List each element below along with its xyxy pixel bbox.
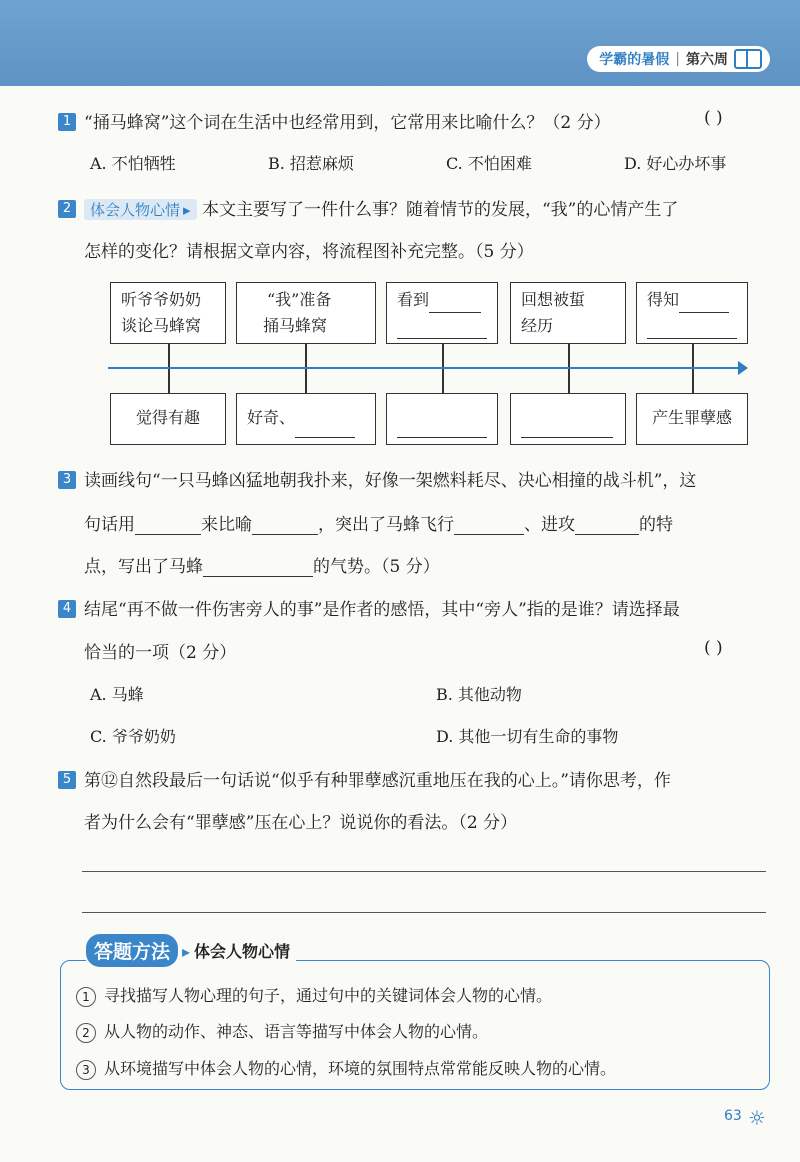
flow-timeline-arrow (108, 367, 744, 369)
question-number: 4 (58, 600, 76, 618)
q5-text-line1: 第⑫自然段最后一句话说“似乎有种罪孽感沉重地压在我的心上。”请你思考，作 (84, 771, 671, 791)
q3-text-line1: 读画线句“一只马蜂凶猛地朝我扑来，好像一架燃料耗尽、决心相撞的战斗机”，这 (84, 471, 697, 491)
answer-paren[interactable]: ( ) (704, 638, 723, 658)
question-number: 5 (58, 771, 76, 789)
fill-blank[interactable] (135, 514, 201, 535)
page-header-band (0, 0, 800, 86)
flow-box-top-5[interactable]: 得知 (636, 282, 748, 344)
q3-text-line3: 点，写出了马蜂 的气势。（5 分） (84, 557, 440, 577)
q2-text-line2: 怎样的变化？请根据文章内容，将流程图补充完整。（5 分） (84, 242, 534, 262)
q4-option-d[interactable]: D. 其他一切有生命的事物 (436, 727, 619, 746)
q5-text-line2: 者为什么会有“罪孽感”压在心上？说说你的看法。（2 分） (84, 813, 518, 833)
sun-icon: ☼ (748, 1106, 766, 1130)
question-number: 2 (58, 200, 76, 218)
flow-box-bottom-4[interactable] (510, 393, 626, 445)
q4-option-a[interactable]: A. 马蜂 (90, 685, 144, 704)
flow-box-top-1: 听爷爷奶奶 谈论马蜂窝 (110, 282, 226, 344)
header-brand: 学霸的暑假 (599, 52, 670, 68)
q1-option-a[interactable]: A. 不怕牺牲 (90, 154, 176, 173)
header-tag (587, 46, 770, 72)
q1-option-d[interactable]: D. 好心办坏事 (624, 154, 727, 173)
answer-paren[interactable]: ( ) (704, 108, 723, 128)
answer-line[interactable] (82, 871, 766, 872)
skill-chip: 体会人物心情 ▸ (84, 199, 197, 220)
fill-blank[interactable] (647, 318, 737, 339)
q1-option-c[interactable]: C. 不怕困难 (446, 154, 532, 173)
question-number: 1 (58, 113, 76, 131)
arrow-right-icon (738, 361, 748, 375)
method-item: 3 从环境描写中体会人物的心情，环境的氛围特点常常能反映人物的心情。 (76, 1056, 616, 1080)
flow-box-top-3[interactable]: 看到 (386, 282, 498, 344)
method-subtitle: ▸ 体会人物心情 (182, 939, 290, 962)
q1-option-b[interactable]: B. 招惹麻烦 (268, 154, 354, 173)
flow-box-bottom-1: 觉得有趣 (110, 393, 226, 445)
flow-box-bottom-2[interactable]: 好奇、 (236, 393, 376, 445)
fill-blank[interactable] (397, 417, 487, 438)
q1-text: “捅马蜂窝”这个词在生活中也经常用到，它常用来比喻什么？（2 分） (84, 113, 611, 133)
header-separator: | (675, 51, 680, 67)
method-title (86, 934, 296, 966)
q4-option-b[interactable]: B. 其他动物 (436, 685, 522, 704)
question-number: 3 (58, 471, 76, 489)
q3-text-line2: 句话用 来比喻 ，突出了马蜂飞行 、进攻 的特 (84, 515, 673, 535)
flow-box-top-2: “我”准备 捅马蜂窝 (236, 282, 376, 344)
fill-blank[interactable] (252, 514, 318, 535)
q4-text-line1: 结尾“再不做一件伤害旁人的事”是作者的感悟，其中“旁人”指的是谁？请选择最 (84, 600, 680, 620)
fill-blank[interactable] (295, 417, 355, 438)
fill-blank[interactable] (454, 514, 524, 535)
flow-box-top-4: 回想被蜇 经历 (510, 282, 626, 344)
page-number: 63 (724, 1108, 742, 1124)
method-item: 2 从人物的动作、神态、语言等描写中体会人物的心情。 (76, 1019, 488, 1043)
q4-option-c[interactable]: C. 爷爷奶奶 (90, 727, 176, 746)
fill-blank[interactable] (203, 556, 313, 577)
fill-blank[interactable] (397, 318, 487, 339)
fill-blank[interactable] (575, 514, 639, 535)
flow-box-bottom-3[interactable] (386, 393, 498, 445)
answer-line[interactable] (82, 912, 766, 913)
fill-blank[interactable] (521, 417, 613, 438)
q2-text-line1: 本文主要写了一件什么事？随着情节的发展，“我”的心情产生了 (201, 200, 679, 220)
q4-text-line2: 恰当的一项（2 分） (84, 643, 237, 663)
method-badge: 答题方法 (86, 934, 178, 967)
method-item: 1 寻找描写人物心理的句子，通过句中的关键词体会人物的心情。 (76, 983, 552, 1007)
header-week: 第六周 (686, 52, 728, 68)
book-icon (734, 49, 762, 69)
flow-box-bottom-5: 产生罪孽感 (636, 393, 748, 445)
